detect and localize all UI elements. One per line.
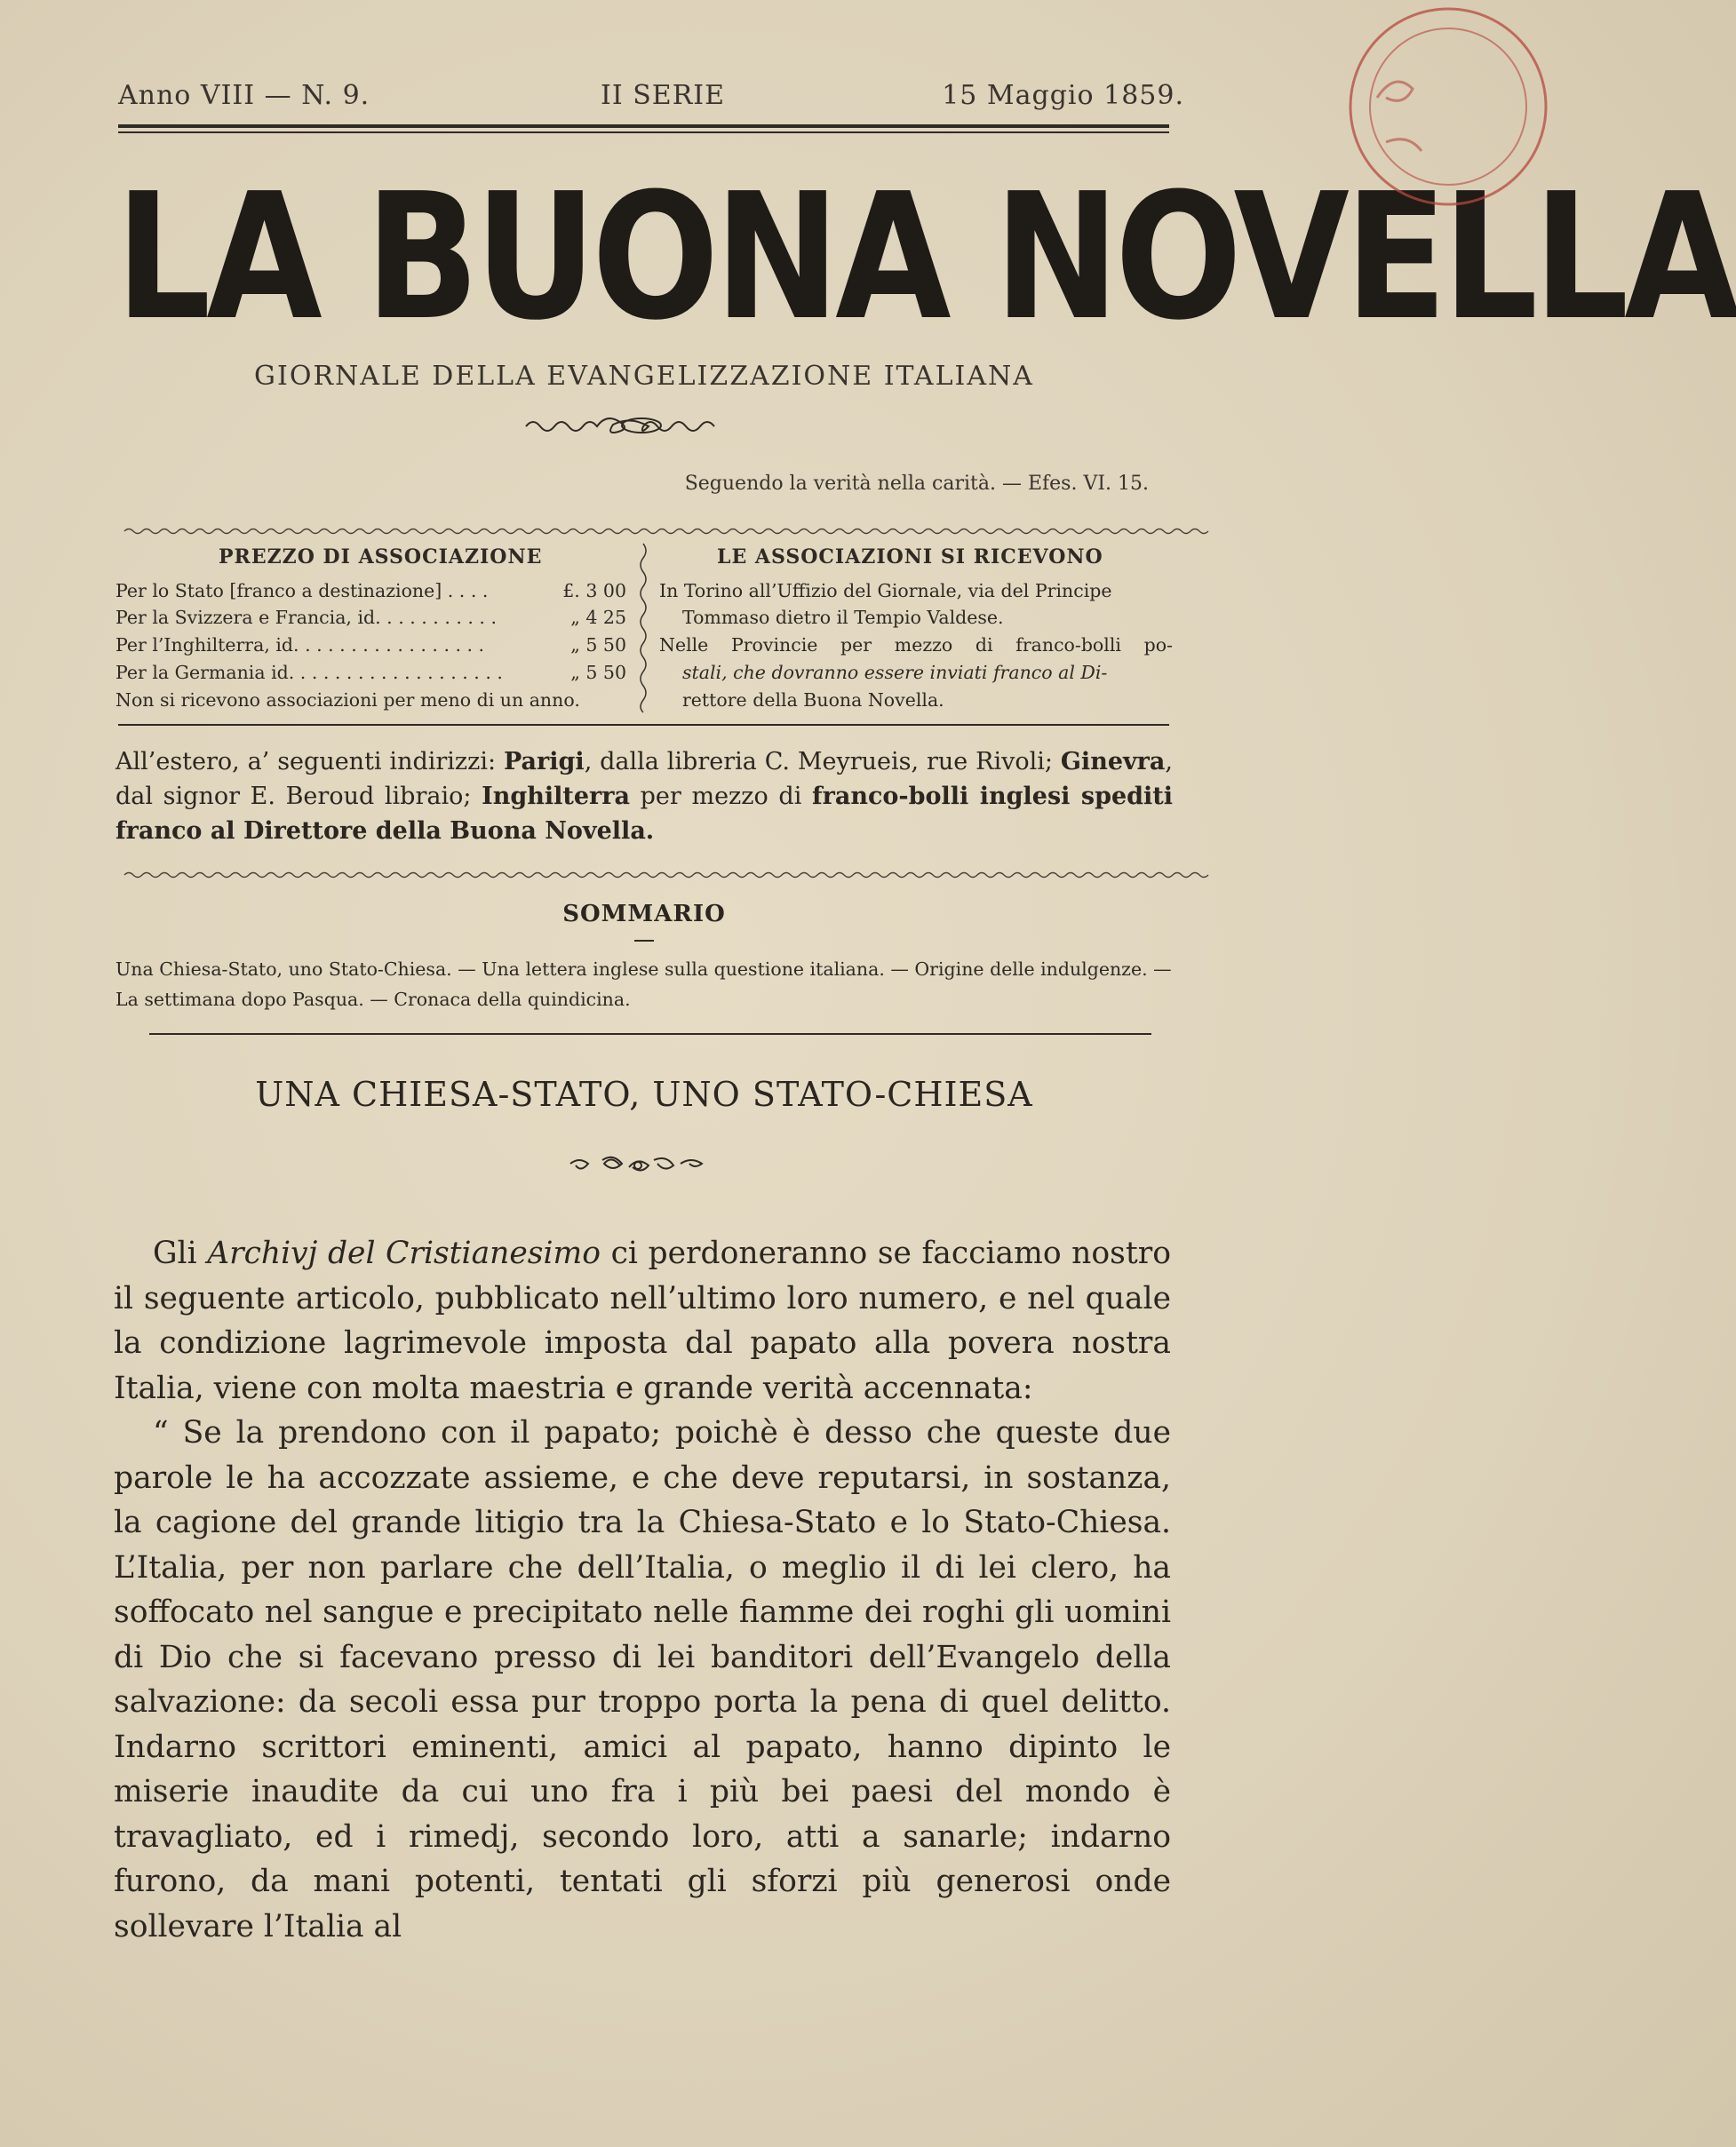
price-note: Non si ricevono associazioni per meno di un anno.	[115, 689, 580, 711]
header-rule-thick	[118, 124, 1169, 128]
series-label: II SERIE	[601, 80, 726, 111]
sommario-text: Una Chiesa-Stato, uno Stato-Chiesa. — Una lettera inglese sulla questione italiana. — Origine delle indulgenze. — La settimana dopo Pasqua. — Cronaca della quindicina.	[115, 958, 1172, 1010]
price-row: Per la Svizzera e Francia, id. . . . . . . . . . . „ 4 25	[115, 607, 626, 628]
ricevono-line: Tommaso dietro il Tempio Valdese.	[682, 607, 1004, 628]
price-row: Per la Germania id. . . . . . . . . . . . . . . . . . . „ 5 50	[115, 662, 626, 683]
prezzo-heading: PREZZO DI ASSOCIAZIONE	[219, 545, 543, 569]
sommario-underline	[634, 940, 654, 942]
wavy-divider-middle	[124, 871, 1164, 879]
ricevono-line: Nelle Provincie per mezzo di franco-bolli po-	[659, 634, 1173, 656]
estero-paragraph: All’estero, a’ seguenti indirizzi: Parigi, dalla libreria C. Meyrueis, rue Rivoli; Ginevra, dal signor E. Beroud libraio; Inghilterra per mezzo di franco-bolli inglesi spediti franco al Direttore della Buona Novella.	[115, 748, 1174, 845]
header-rule-thin	[118, 131, 1169, 133]
sommario-rule	[149, 1033, 1151, 1035]
ricevono-line: In Torino all’Uffizio del Giornale, via del Principe	[659, 580, 1112, 601]
masthead-title: LA BUONA NOVELLA	[115, 156, 1736, 359]
issue-date: 15 Maggio 1859.	[942, 80, 1184, 111]
article-paragraph: “ Se la prendono con il papato; poichè è desso che queste due parole le ha accozzate assieme, e che deve reputarsi, in sostanza, la cagione del grande litigio tra la Chiesa-Stato e lo Stato-Chiesa. L’Italia, per non parlare che dell’Italia, o meglio il di lei clero, ha soffocato nel sangue e precipitato nelle fiamme dei roghi gli uomini di Dio che si facevano presso di lei banditori dell’Evangelo della salvazione: da secoli essa pur troppo porta la pena di quel delitto. Indarno scrittori eminenti, amici al papato, hanno dipinto le miserie inaudite da cui uno fra i più bei paesi del mondo è travagliato, ed i rimedj, secondo loro, atti a sanarle; indarno furono, da mani potenti, tentati gli sforzi più generosi onde sollevare l’Italia al	[114, 1415, 1171, 1944]
section-rule	[118, 724, 1169, 726]
brace-divider	[637, 544, 649, 712]
masthead-subtitle: GIORNALE DELLA EVANGELIZZAZIONE ITALIANA	[254, 361, 1034, 392]
ricevono-line: rettore della Buona Novella.	[682, 689, 944, 711]
ricevono-line: stali, che dovranno essere inviati franco al Di-	[682, 662, 1108, 683]
ricevono-heading: LE ASSOCIAZIONI SI RICEVONO	[717, 545, 1103, 569]
wavy-divider-top	[124, 527, 1164, 536]
sommario-title: SOMMARIO	[562, 901, 726, 927]
issue-number: Anno VIII — N. 9.	[118, 80, 370, 111]
library-stamp-icon	[1342, 0, 1466, 240]
ornament-flourish-icon	[524, 414, 764, 437]
price-row: Per lo Stato [franco a destinazione] . . . . £. 3 00	[115, 580, 626, 601]
article-paragraph: Gli Archivj del Cristianesimo ci perdoneranno se facciamo nostro il seguente articolo, pubblicato nell’ultimo loro numero, e nel quale la condizione lagrimevole imposta dal papato alla povera nostra Italia, viene con molta maestria e grande verità accennata:	[114, 1236, 1171, 1406]
article-title: UNA CHIESA-STATO, UNO STATO-CHIESA	[255, 1075, 1033, 1114]
masthead-motto: Seguendo la verità nella carità. — Efes. VI. 15.	[684, 473, 1149, 495]
ornament-vignette-icon	[567, 1153, 709, 1178]
price-row: Per l’Inghilterra, id. . . . . . . . . . . . . . . . . „ 5 50	[115, 634, 626, 656]
article-body	[114, 1231, 1171, 1949]
